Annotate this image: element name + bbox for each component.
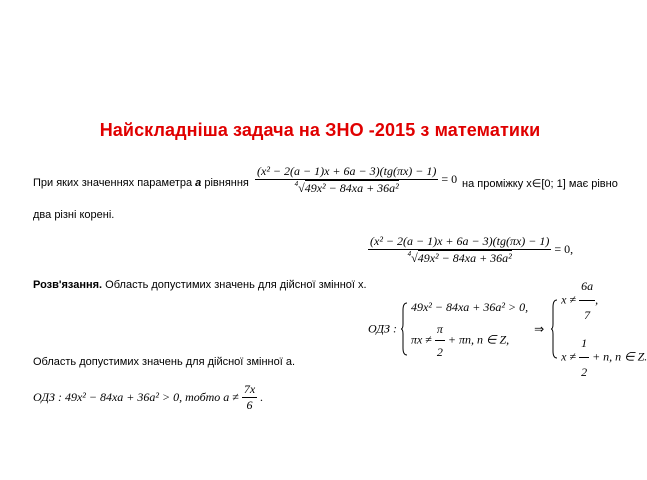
problem-line-1 <box>33 177 249 189</box>
implies-symbol: ⇒ <box>534 321 545 336</box>
result-row-2-fraction <box>579 329 589 386</box>
odz-label: ОДЗ : <box>368 321 397 336</box>
second-odz-fraction <box>242 382 257 413</box>
solution-eq-numerator: (x² − 2(a − 1)x + 6a − 3)(tg(πx) − 1) <box>370 234 550 248</box>
problem-fraction <box>255 164 438 196</box>
problem-text-2: рівняння <box>201 177 249 189</box>
second-odz-left: ОДЗ : 49x² − 84xa + 36a² > 0, тобто a ≠ <box>33 390 239 404</box>
solution-fraction <box>368 234 551 266</box>
problem-eq-numerator: (x² − 2(a − 1)x + 6a − 3)(tg(πx) − 1) <box>257 164 437 178</box>
solution-equation <box>368 234 573 266</box>
odz-row-2 <box>411 318 528 363</box>
odz-system-rows <box>411 296 528 363</box>
page-title: Найскладніша задача на ЗНО -2015 з математики <box>99 120 541 140</box>
second-odz-formula <box>33 382 263 413</box>
odz-frac-den: 2 <box>436 344 443 359</box>
solution-label-bold: Розв'язання. <box>33 279 103 291</box>
problem-text-3: на проміжку x∈[0; 1] має рівно <box>462 178 618 190</box>
second-odz-tail: . <box>260 390 264 404</box>
second-frac-num: 7x <box>243 382 256 396</box>
result-system-rows <box>561 272 647 386</box>
solution-label <box>33 279 367 291</box>
left-brace-1 <box>400 302 408 356</box>
result-row-2-right: + n, n ∈ Z. <box>592 349 647 364</box>
problem-text-1: При яких значеннях параметра <box>33 177 196 189</box>
result-row-2 <box>561 329 647 386</box>
second-frac-den: 6 <box>246 398 253 412</box>
odz-row-2-right: + πn, n ∈ Z, <box>447 331 510 346</box>
solution-label-text: Область допустимих значень для дійсної змінної x. <box>102 279 367 291</box>
result-row-1-left: x ≠ <box>561 292 577 307</box>
left-brace-2 <box>550 299 558 359</box>
problem-equation <box>255 164 457 196</box>
second-section-text: Область допустимих значень для дійсної змінної a. <box>33 356 296 368</box>
solution-eq-denominator-wrap: $^4$√49x² − 84xa + 36a² <box>407 250 512 265</box>
result-row-1-den: 7 <box>584 308 591 322</box>
problem-text-4: два різні корені. <box>33 209 115 221</box>
problem-eq-rhs: = 0 <box>441 171 458 186</box>
solution-eq-denominator: 49x² − 84xa + 36a² <box>417 251 512 265</box>
odz-row-1: 49x² − 84xa + 36a² > 0, <box>410 299 529 314</box>
result-row-1-num: 6a <box>579 272 595 301</box>
odz-row-2-fraction <box>435 318 445 363</box>
odz-system <box>368 272 647 386</box>
result-row-1 <box>561 272 647 329</box>
result-row-1-fraction <box>579 272 595 329</box>
solution-root-index: 4 <box>407 250 412 258</box>
solution-eq-rhs: = 0, <box>554 241 574 256</box>
problem-eq-denominator: 49x² − 84xa + 36a² <box>304 181 399 195</box>
odz-frac-num: π <box>435 318 445 341</box>
problem-eq-denominator-wrap: $^4$√49x² − 84xa + 36a² <box>294 180 399 195</box>
result-row-2-left: x ≠ <box>561 349 577 364</box>
result-row-2-num: 1 <box>579 329 589 358</box>
result-row-2-den: 2 <box>581 365 588 379</box>
result-row-1-right: , <box>595 292 599 307</box>
root-index: 4 <box>294 180 299 188</box>
odz-row-2-left: πx ≠ <box>410 331 432 346</box>
problem-param: a <box>195 177 202 189</box>
